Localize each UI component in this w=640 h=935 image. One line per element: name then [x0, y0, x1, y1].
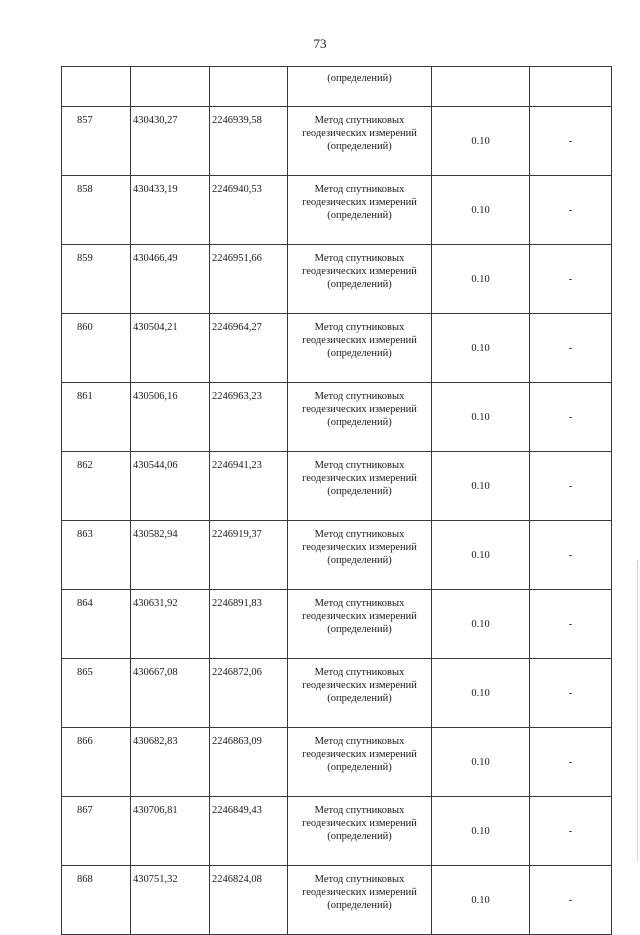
cell-coordinate-y: 2246940,53 — [210, 176, 288, 245]
cell-method — [288, 383, 432, 452]
page-number: 73 — [313, 36, 327, 51]
table-row — [62, 590, 612, 659]
cell-note: - — [530, 107, 612, 176]
cell-point-number: 865 — [62, 659, 131, 728]
cell-coordinate-y: 2246891,83 — [210, 590, 288, 659]
cell-note: - — [530, 590, 612, 659]
method-line: Метод спутниковых — [314, 391, 405, 402]
method-line: (определений) — [327, 831, 392, 842]
cell-method — [288, 728, 432, 797]
method-line: геодезических измерений — [302, 887, 417, 898]
cell-empty — [131, 67, 210, 107]
cell-empty — [62, 67, 131, 107]
cell-accuracy: 0.10 — [432, 521, 530, 590]
cell-method — [288, 107, 432, 176]
method-line: геодезических измерений — [302, 266, 417, 277]
table-row — [62, 245, 612, 314]
method-line: Метод спутниковых — [314, 115, 405, 126]
cell-coordinate-x: 430504,21 — [131, 314, 210, 383]
cell-coordinate-x: 430706,81 — [131, 797, 210, 866]
method-line: (определений) — [327, 348, 392, 359]
cell-accuracy: 0.10 — [432, 245, 530, 314]
cell-coordinate-y: 2246939,58 — [210, 107, 288, 176]
method-line: (определений) — [327, 762, 392, 773]
table-row — [62, 797, 612, 866]
method-line: геодезических измерений — [302, 335, 417, 346]
method-line: Метод спутниковых — [314, 667, 405, 678]
cell-coordinate-y: 2246824,08 — [210, 866, 288, 935]
table-row — [62, 383, 612, 452]
method-line: (определений) — [327, 486, 392, 497]
cell-note: - — [530, 314, 612, 383]
coordinates-table — [61, 66, 612, 935]
cell-coordinate-y: 2246941,23 — [210, 452, 288, 521]
cell-point-number: 863 — [62, 521, 131, 590]
cell-coordinate-y: 2246951,66 — [210, 245, 288, 314]
cell-note: - — [530, 521, 612, 590]
cell-note: - — [530, 659, 612, 728]
table-row — [62, 659, 612, 728]
cell-coordinate-x: 430582,94 — [131, 521, 210, 590]
cell-point-number: 868 — [62, 866, 131, 935]
cell-accuracy: 0.10 — [432, 590, 530, 659]
method-line: геодезических измерений — [302, 611, 417, 622]
method-line: геодезических измерений — [302, 749, 417, 760]
cell-accuracy: 0.10 — [432, 176, 530, 245]
cell-accuracy: 0.10 — [432, 383, 530, 452]
cell-empty — [432, 67, 530, 107]
cell-method — [288, 521, 432, 590]
method-line: (определений) — [327, 555, 392, 566]
table-row — [62, 176, 612, 245]
cell-method-tail: (определений) — [288, 67, 432, 107]
cell-accuracy: 0.10 — [432, 797, 530, 866]
table-body — [62, 67, 612, 935]
method-line: (определений) — [327, 693, 392, 704]
page-edge-line — [636, 560, 638, 860]
table-row — [62, 452, 612, 521]
cell-point-number: 864 — [62, 590, 131, 659]
cell-method — [288, 659, 432, 728]
cell-method — [288, 452, 432, 521]
cell-point-number: 857 — [62, 107, 131, 176]
table-row — [62, 866, 612, 935]
cell-accuracy: 0.10 — [432, 107, 530, 176]
method-line: Метод спутниковых — [314, 598, 405, 609]
cell-point-number: 867 — [62, 797, 131, 866]
cell-point-number: 859 — [62, 245, 131, 314]
cell-empty — [530, 67, 612, 107]
method-line: Метод спутниковых — [314, 322, 405, 333]
method-line: Метод спутниковых — [314, 460, 405, 471]
table-row — [62, 314, 612, 383]
cell-coordinate-y: 2246863,09 — [210, 728, 288, 797]
cell-note: - — [530, 452, 612, 521]
method-line: геодезических измерений — [302, 473, 417, 484]
cell-method — [288, 245, 432, 314]
cell-point-number: 862 — [62, 452, 131, 521]
method-line: (определений) — [327, 210, 392, 221]
cell-point-number: 860 — [62, 314, 131, 383]
cell-method — [288, 590, 432, 659]
method-line: Метод спутниковых — [314, 184, 405, 195]
cell-note: - — [530, 176, 612, 245]
method-line: геодезических измерений — [302, 197, 417, 208]
cell-method — [288, 866, 432, 935]
method-line: геодезических измерений — [302, 128, 417, 139]
cell-coordinate-y: 2246964,27 — [210, 314, 288, 383]
cell-note: - — [530, 797, 612, 866]
cell-coordinate-x: 430433,19 — [131, 176, 210, 245]
cell-coordinate-y: 2246849,43 — [210, 797, 288, 866]
cell-accuracy: 0.10 — [432, 866, 530, 935]
table-row — [62, 107, 612, 176]
method-line: Метод спутниковых — [314, 736, 405, 747]
table-row — [62, 728, 612, 797]
cell-note: - — [530, 728, 612, 797]
table-row-continuation — [62, 67, 612, 107]
cell-note: - — [530, 383, 612, 452]
method-line: Метод спутниковых — [314, 805, 405, 816]
cell-coordinate-x: 430466,49 — [131, 245, 210, 314]
cell-accuracy: 0.10 — [432, 728, 530, 797]
cell-method — [288, 797, 432, 866]
cell-coordinate-y: 2246963,23 — [210, 383, 288, 452]
cell-coordinate-x: 430631,92 — [131, 590, 210, 659]
cell-coordinate-x: 430751,32 — [131, 866, 210, 935]
cell-coordinate-y: 2246919,37 — [210, 521, 288, 590]
cell-note: - — [530, 866, 612, 935]
method-line: Метод спутниковых — [314, 529, 405, 540]
cell-note: - — [530, 245, 612, 314]
method-line: Метод спутниковых — [314, 253, 405, 264]
cell-coordinate-y: 2246872,06 — [210, 659, 288, 728]
cell-method — [288, 314, 432, 383]
cell-coordinate-x: 430430,27 — [131, 107, 210, 176]
method-line: (определений) — [327, 624, 392, 635]
method-line: геодезических измерений — [302, 818, 417, 829]
cell-accuracy: 0.10 — [432, 314, 530, 383]
cell-point-number: 866 — [62, 728, 131, 797]
cell-coordinate-x: 430506,16 — [131, 383, 210, 452]
method-line: Метод спутниковых — [314, 874, 405, 885]
method-line: геодезических измерений — [302, 680, 417, 691]
cell-point-number: 858 — [62, 176, 131, 245]
cell-coordinate-x: 430544,06 — [131, 452, 210, 521]
cell-accuracy: 0.10 — [432, 452, 530, 521]
cell-accuracy: 0.10 — [432, 659, 530, 728]
cell-method — [288, 176, 432, 245]
method-line: геодезических измерений — [302, 404, 417, 415]
method-line: (определений) — [327, 900, 392, 911]
cell-empty — [210, 67, 288, 107]
cell-coordinate-x: 430667,08 — [131, 659, 210, 728]
table-row — [62, 521, 612, 590]
method-line: (определений) — [327, 279, 392, 290]
cell-coordinate-x: 430682,83 — [131, 728, 210, 797]
method-line: (определений) — [327, 417, 392, 428]
method-line: геодезических измерений — [302, 542, 417, 553]
method-line: (определений) — [327, 141, 392, 152]
cell-point-number: 861 — [62, 383, 131, 452]
